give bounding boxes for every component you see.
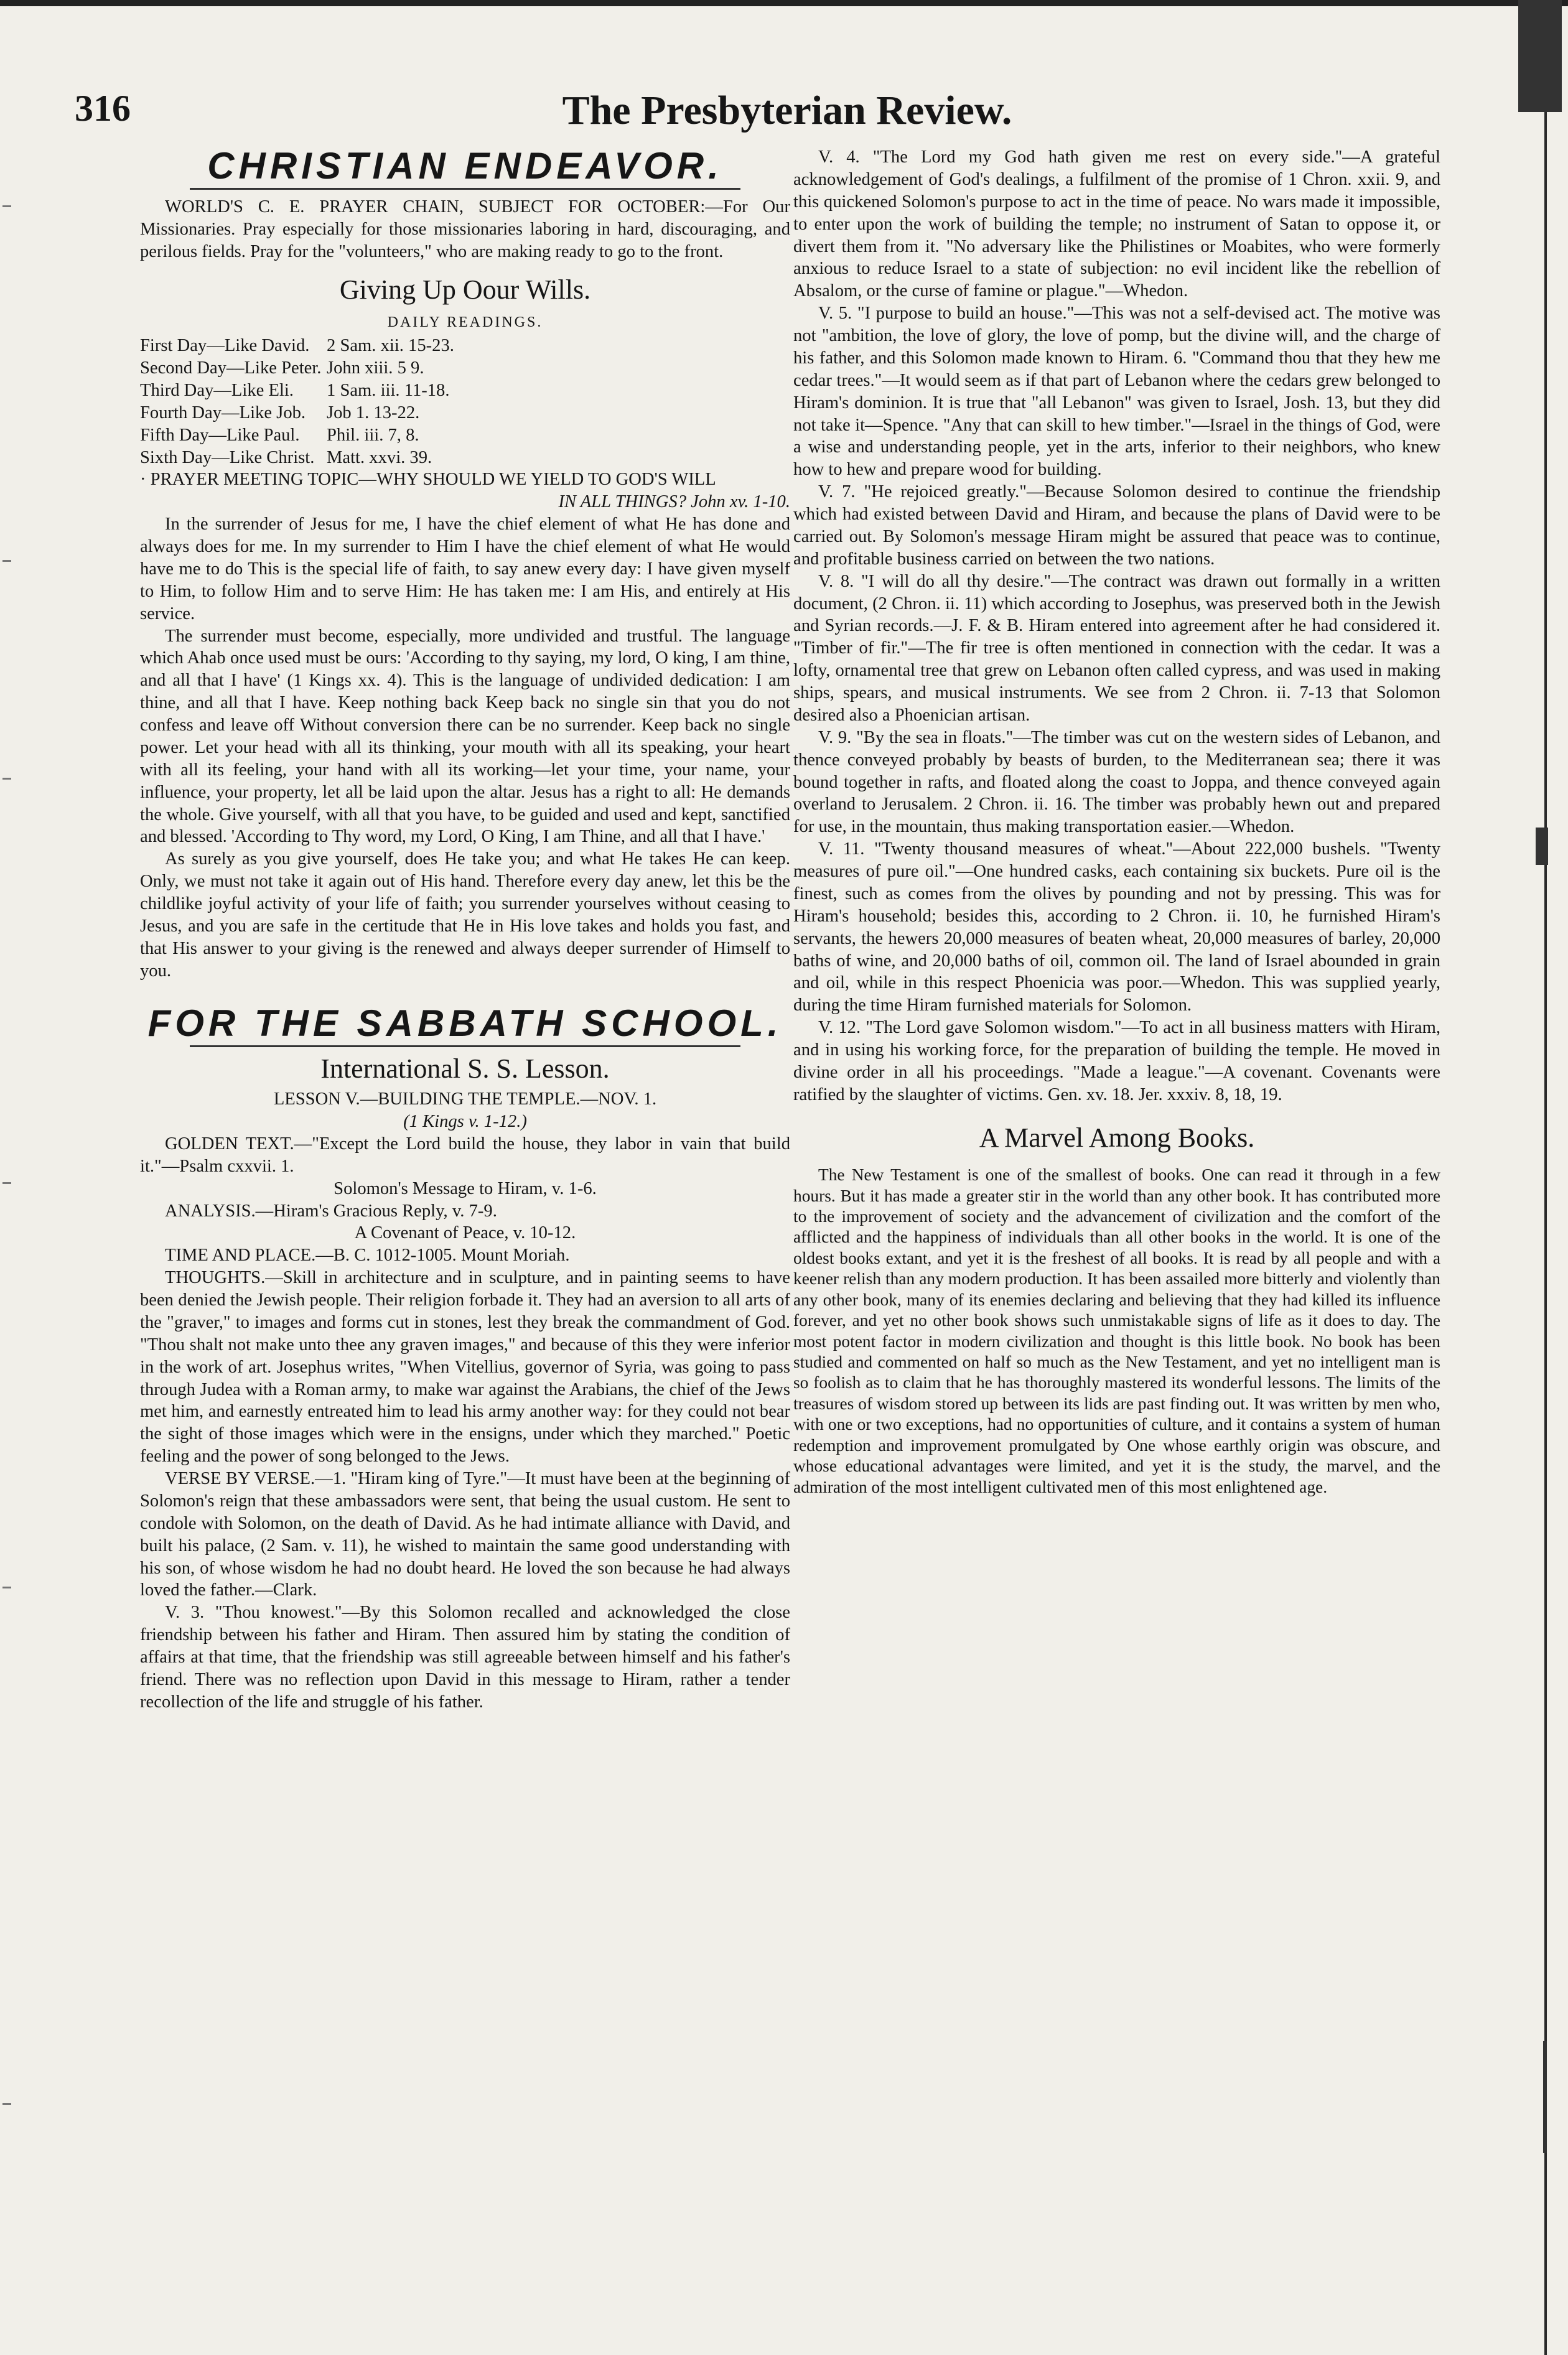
reading-item: Sixth Day—Like Christ. Matt. xxvi. 39. <box>140 447 432 467</box>
christian-endeavor-heading: CHRISTIAN ENDEAVOR. <box>207 145 723 187</box>
verse-commentary: V. 8. "I will do all thy desire."—The contract was drawn out formally in a written document, (2 Chron. ii. 11) which according to Josephus, was preserved both in the Jewish and Syrian records.—J. F. & B. Hiram entered into agreement after he had considered it. "Timber of fir."—The fir tree is often mentioned in connection with the cedar. It was a lofty, ornamental tree that grew on Lebanon often called cypress, and was used in making ships, spears, and musical instruments. We see from 2 Chron. ii. 7-13 that Solomon desired also a Phoenician artisan. <box>793 571 1440 725</box>
page-number: 316 <box>75 88 131 129</box>
reading-item: Fourth Day—Like Job. Job 1. 13-22. <box>140 403 420 422</box>
outline-item: Solomon's Message to Hiram, v. 1-6. <box>334 1178 597 1198</box>
sabbath-school-heading: FOR THE SABBATH SCHOOL. <box>147 1002 783 1044</box>
ce-paragraph: As surely as you give yourself, does He take you; and what He takes He can keep. Only, we must not take it again out of His hand. Therefore every day anew, let this be the childlike joyful activity of your life of faith; you surrender yourselves without ceasing to Jesus, and you are safe in the certitude that He in His love takes and holds you fast, and that His answer to your giving is the renewed and always deeper surrender of Himself to you. <box>140 849 790 981</box>
journal-title: The Presbyterian Review. <box>562 88 1012 133</box>
right-column <box>793 146 1440 1498</box>
ce-paragraph: The surrender must become, especially, more undivided and trustful. The language which Ahab once used must be ours: 'According to thy saying, my lord, O king, I am thine, and all that I have' (1 Kings xx. 4). This is the language of undivided dedication: I am thine, and all that I have. Keep nothing back Keep back no single sin that you do not confess and leave off Without conversion there can be no surrender. Keep back no single power. Let your head with all its thinking, your mouth with all its speaking, your heart with all its feeling, your hand with all its working—let your time, your name, your influence, your property, let all be laid upon the altar. Jesus has a right to all: He demands the whole. Give yourself, with all that you have, to be guided and used and kept, sanctified and blessed. 'According to Thy word, my Lord, O King, I am Thine, and all that I have.' <box>140 626 790 847</box>
verse-commentary: V. 11. "Twenty thousand measures of wheat."—About 222,000 bushels. "Twenty measures of pure oil."—One hundred casks, each containing six buckets. Pure oil is the finest, such as comes from the olives by pounding and not by pressing. This was for Hiram's household; besides this, according to 2 Chron. ii. 10, he furnished Hiram's servants, the hewers 20,000 measures of beaten wheat, 20,000 measures of barley, 20,000 baths of wine, and 20,000 baths of oil, common oil. The land of Israel abounded in grain and oil, while in this respect Phoenicia was poor.—Whedon. This was supplied yearly, during the time Hiram furnished materials for Solomon. <box>793 839 1440 1015</box>
ss-lesson-subheading: International S. S. Lesson. <box>320 1053 610 1084</box>
time-and-place: TIME AND PLACE.—B. C. 1012-1005. Mount Moriah. <box>165 1246 570 1266</box>
outline-item: A Covenant of Peace, v. 10-12. <box>354 1223 576 1243</box>
verse-commentary: V. 12. "The Lord gave Solomon wisdom."—To act in all business matters with Hiram, and in using his working force, for the preparation of building the temple. He moved in divine order in all his proceedings. "Made a league."—A covenant. Covenants were ratified by the slaughter of victims. Gen. xv. 18. Jer. xxxiv. 8, 18, 19. <box>793 1018 1440 1104</box>
verse-commentary: V. 3. "Thou knowest."—By this Solomon recalled and acknowledged the close friendship between his father and Hiram. Then assured him by stating the condition of affairs at that time, that the friendship was still agreeable between himself and his father's friend. There was no reflection upon David in this message to Hiram, rather a tender recollection of the life and struggle of his father. <box>140 1603 790 1712</box>
verse-commentary: V. 5. "I purpose to build an house."—This was not a self-devised act. The motive was not "ambition, the love of glory, the love of pomp, but the divine will, and the charge of his father, and this Solomon made known to Hiram. 6. "Command thou that they hew me cedar trees."—It would seem as if that part of Lebanon where the cedars grew belonged to Hiram's dominion. It is true that "all Lebanon" was given to Israel, Josh. 13, but they did not take it—Spence. "Any that can skill to hew timber."—Israel in the things of God, were a wise and understanding people, yet in the arts, inferior to their neighbors, who knew how to hew and prepare wood for building. <box>793 304 1440 480</box>
reading-item: Second Day—Like Peter. John xiii. 5 9. <box>140 358 424 378</box>
verse-commentary: VERSE BY VERSE.—1. "Hiram king of Tyre."—It must have been at the beginning of Solomon's reign that these ambassadors were sent, that being the usual custom. He sent to condole with Solomon, on the death of David. As he had intimate alliance with David, and built his palace, (2 Sam. v. 11), he wished to maintain the same good understanding with his son, of whose wisdom he had no doubt heard. He loved the son because he had always loved the father.—Clark. <box>140 1469 790 1600</box>
left-edge-marks <box>0 0 25 2355</box>
reading-item: First Day—Like David. 2 Sam. xii. 15-23. <box>140 336 454 356</box>
marvel-heading: A Marvel Among Books. <box>979 1122 1255 1153</box>
reading-item: Fifth Day—Like Paul. Phil. iii. 7, 8. <box>140 425 419 445</box>
prayer-chain-intro: WORLD'S C. E. PRAYER CHAIN, SUBJECT FOR OCTOBER:—For Our Missionaries. Pray especially for those missionaries laboring in hard, discouraging, and perilous fields. Pray for the "volunteers," who are making ready to go to the front. <box>140 197 790 261</box>
lesson-reference: (1 Kings v. 1-12.) <box>403 1112 527 1132</box>
daily-readings-label: DAILY READINGS. <box>387 314 543 331</box>
spine-marks <box>1518 0 1568 2355</box>
top-border <box>0 0 1568 6</box>
golden-text: GOLDEN TEXT.—"Except the Lord build the house, they labor in vain that build it."—Psalm cxxvii. 1. <box>140 1134 790 1176</box>
verse-commentary: V. 9. "By the sea in floats."—The timber was cut on the western sides of Lebanon, and thence conveyed probably by beasts of burden, to the Mediterranean sea; there it was bound together in rafts, and floated along the coast to Joppa, and thence conveyed again overland to Jerusalem. 2 Chron. ii. 16. The timber was probably hewn out and prepared for use, in the mountain, thus making transportation easier.—Whedon. <box>793 727 1440 837</box>
verse-commentary: V. 4. "The Lord my God hath given me rest on every side."—A grateful acknowledgement of God's dealings, a fulfilment of the promise of 1 Chron. xxii. 9, and this quickened Solomon's purpose to act in the time of peace. No wars made it impossible, to enter upon the work of building the temple; no instrument of Satan to oppose it, or divert them from it. "No adversary like the Philistines or Moabites, who were formerly anxious to reduce Israel to a state of subjection: no evil incident like the rebellion of Absalom, or the curse of famine or plague."—Whedon. <box>793 147 1440 301</box>
analysis-line: ANALYSIS.—Hiram's Gracious Reply, v. 7-9. <box>165 1201 497 1221</box>
page-header <box>75 87 1500 143</box>
giving-up-wills-subheading: Giving Up Oour Wills. <box>339 274 591 305</box>
reading-item: Third Day—Like Eli. 1 Sam. iii. 11-18. <box>140 380 450 400</box>
marvel-paragraph: The New Testament is one of the smallest of books. One can read it through in a few hours. But it has made a greater stir in the world than any other book. It has contributed more to the improvement of society and the advancement of civilization and the comfort of the afflicted and the happiness of individuals than all other books in the world. It is one of the oldest books extant, and yet it is the freshest of all books. It is read by all people and with a keener relish than any modern production. It has been assailed more bitterly and violently than any other book, many of its enemies declaring and believing that they had killed its influence forever, and yet no other book shows such unmistakable signs of life as it does to day. The most potent factor in modern civilization and thought is this little book. No book has been studied and commented on half so much as the New Testament, and yet no intelligent man is so foolish as to claim that he has thoroughly mastered its wonderful lessons. The limits of the treasures of wisdom stored up between its lids are past finding out. It was written by men who, with one or two exceptions, had no opportunities of culture, and it contains a system of human redemption and improvement promulgated by One whose earthly origin was obscure, and whose educational advantages were limited, and yet it is the study, the marvel, and the admiration of the most intelligent cultivated men of this most enlightened age. <box>793 1165 1440 1496</box>
prayer-topic-line2: IN ALL THINGS? John xv. 1-10. <box>558 492 790 512</box>
heading-rule <box>190 188 740 190</box>
ce-paragraph: In the surrender of Jesus for me, I have the chief element of what He has done and always does for me. In my surrender to Him I have the chief element of what He would have me to do This is the special life of faith, to say anew every day: I have given myself to Him, to follow Him and to serve Him: He has taken me: I am His, and entirely at His service. <box>140 515 790 623</box>
left-column <box>140 146 790 1714</box>
readings-list <box>140 335 790 469</box>
lesson-title: LESSON V.—BUILDING THE TEMPLE.—NOV. 1. <box>273 1089 657 1109</box>
thoughts-paragraph: THOUGHTS.—Skill in architecture and in sculpture, and in painting seems to have been denied the Jewish people. Their religion forbade it. They had an aversion to all arts of the "graver," to images and forms cut in stones, lest they break the commandment of God. "Thou shalt not make unto thee any graven images," and because of this they were inferior in the work of art. Josephus writes, "When Vitellius, governor of Syria, was going to pass through Judea with a Roman army, to make war against the Arabians, the chief of the Jews met him, and earnestly entreated him to lead his army another way: for they could not bear the sight of those images which were in the ensigns, under which they marched." Poetic feeling and the power of song belonged to the Jews. <box>140 1268 790 1467</box>
prayer-topic-line1: · PRAYER MEETING TOPIC—WHY SHOULD WE YIELD TO GOD'S WILL <box>140 470 716 490</box>
heading-rule <box>190 1045 740 1047</box>
verse-commentary: V. 7. "He rejoiced greatly."—Because Solomon desired to continue the friendship which had existed between David and Hiram, and because the plans of David were to be carried out. By Solomon's message Hiram might be assured that peace was to continue, and profitable business carried on between the two nations. <box>793 482 1440 569</box>
